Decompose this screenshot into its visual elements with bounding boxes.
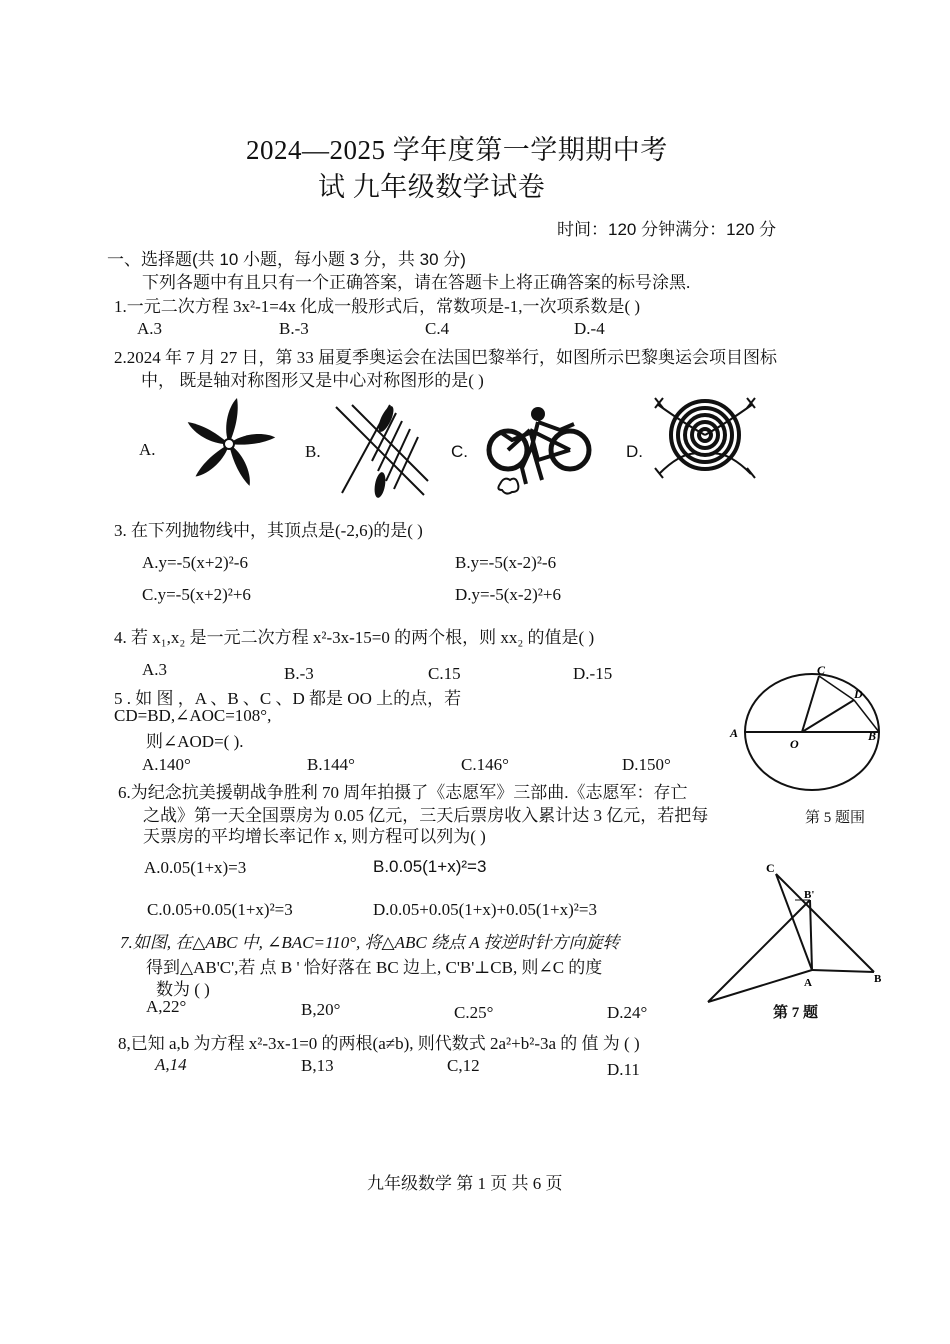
q7-option-b: B,20° xyxy=(301,1000,341,1019)
q7-label-b: B xyxy=(874,973,882,985)
q6-stem-line1: 6.为纪念抗美援朝战争胜利 70 周年拍摄了《志愿军》三部曲.《志愿军：存亡 xyxy=(118,783,688,802)
q7-stem-line2: 得到△AB'C',若 点 B ' 恰好落在 BC 边上, C'B'⊥CB, 则∠C 的度 xyxy=(146,958,603,977)
q4-stem: 4. 若 x₁,x₂ 是一元二次方程 x²-3x-15=0 的两个根，则 xx₂ 的值是( ) xyxy=(114,628,595,647)
q6-option-d: D.0.05+0.05(1+x)+0.05(1+x)²=3 xyxy=(373,900,597,919)
q5-stem-line1: 5 . 如 图 ，A 、B 、C 、D 都是 OO 上的点，若 xyxy=(114,689,462,708)
q5-figure-caption: 第 5 题围 xyxy=(805,810,866,826)
cycling-icon xyxy=(482,402,594,498)
q6-stem-line2: 之战》第一天全国票房为 0.05 亿元，三天后票房收入累计达 3 亿元，若把每 xyxy=(143,806,709,825)
q5-stem-line2: CD=BD,∠AOC=108°, xyxy=(114,706,272,725)
q8-option-b: B,13 xyxy=(301,1056,334,1075)
q4-option-c: C.15 xyxy=(428,664,461,683)
q7-stem-line1: 7.如图, 在△ABC 中, ∠BAC=110°, 将△ABC 绕点 A 按逆时针方向旋转 xyxy=(120,933,620,952)
q7-stem-line3: 数为 ( ) xyxy=(156,980,210,999)
exam-title-line2: 试 九年级数学试卷 xyxy=(318,172,546,202)
q7-triangle-figure xyxy=(700,860,885,1010)
q7-option-d: D.24° xyxy=(607,1003,648,1022)
rowing-oars-icon xyxy=(332,401,432,501)
q7-label-a: A xyxy=(804,977,812,989)
q4-option-a: A.3 xyxy=(142,660,168,679)
q5-circle-figure xyxy=(728,664,878,794)
q5-label-a: A xyxy=(730,726,739,740)
q3-option-c: C.y=-5(x+2)²+6 xyxy=(142,585,251,604)
q2-label-d: D. xyxy=(626,442,643,461)
q6-option-b: B.0.05(1+x)²=3 xyxy=(373,857,487,876)
q8-option-c: C,12 xyxy=(447,1056,480,1075)
q7-option-c: C.25° xyxy=(454,1003,494,1022)
q5-label-o: O xyxy=(790,737,799,751)
q3-option-b: B.y=-5(x-2)²-6 xyxy=(455,553,557,572)
pinwheel-icon xyxy=(178,398,280,490)
archery-target-icon xyxy=(655,394,755,480)
q5-option-c: C.146° xyxy=(461,755,509,774)
q3-option-d: D.y=-5(x-2)²+6 xyxy=(455,585,561,604)
q1-option-b: B.-3 xyxy=(279,319,309,338)
q7-label-b-prime: B' xyxy=(804,889,815,901)
q5-option-a: A.140° xyxy=(142,755,191,774)
exam-time-info: 时间：120 分钟满分：120 分 xyxy=(557,220,777,239)
q6-option-a: A.0.05(1+x)=3 xyxy=(144,858,247,877)
q4-option-d: D.-15 xyxy=(573,664,613,683)
q5-label-c: C xyxy=(817,663,826,677)
q1-option-a: A.3 xyxy=(137,319,163,338)
section-instruction: 下列各题中有且只有一个正确答案，请在答题卡上将正确答案的标号涂黑. xyxy=(142,273,691,292)
q2-label-a: A. xyxy=(139,440,156,459)
q8-option-d: D.11 xyxy=(607,1060,640,1079)
q1-option-c: C.4 xyxy=(425,319,450,338)
q2-label-c: C. xyxy=(451,442,468,461)
q7-option-a: A,22° xyxy=(146,997,187,1016)
q3-option-a: A.y=-5(x+2)²-6 xyxy=(142,553,248,572)
q8-stem: 8,已知 a,b 为方程 x²-3x-1=0 的两根(a≠b), 则代数式 2a²+b²-3a 的 值 为 ( ) xyxy=(118,1034,640,1053)
q2-label-b: B. xyxy=(305,442,321,461)
q1-option-d: D.-4 xyxy=(574,319,605,338)
q5-option-b: B.144° xyxy=(307,755,355,774)
q5-option-d: D.150° xyxy=(622,755,671,774)
page-footer: 九年级数学 第 1 页 共 6 页 xyxy=(367,1174,563,1193)
exam-title-line1: 2024—2025 学年度第一学期期中考 xyxy=(246,135,668,165)
q7-figure-caption: 第 7 题 xyxy=(773,1005,819,1021)
q7-label-c: C xyxy=(766,861,775,875)
q5-stem-line3: 则∠AOD=( ). xyxy=(146,732,244,751)
q2-stem-line2: 中， 既是轴对称图形又是中心对称图形的是( ) xyxy=(141,371,484,390)
q1-stem: 1.一元二次方程 3x²-1=4x 化成一般形式后，常数项是-1,一次项系数是( ) xyxy=(114,297,641,316)
q8-option-a: A,14 xyxy=(155,1055,187,1074)
q6-option-c: C.0.05+0.05(1+x)²=3 xyxy=(147,900,293,919)
q5-label-d: D xyxy=(854,687,863,701)
q3-stem: 3. 在下列抛物线中，其顶点是(-2,6)的是( ) xyxy=(114,521,423,540)
section-heading: 一、选择题(共 10 小题，每小题 3 分，共 30 分) xyxy=(107,250,466,269)
q4-option-b: B.-3 xyxy=(284,664,314,683)
q5-label-b: B xyxy=(868,729,877,743)
q6-stem-line3: 天票房的平均增长率记作 x, 则方程可以列为( ) xyxy=(143,827,486,846)
q2-stem-line1: 2.2024 年 7 月 27 日，第 33 届夏季奥运会在法国巴黎举行，如图所示巴黎奥运会项目图标 xyxy=(114,348,777,367)
